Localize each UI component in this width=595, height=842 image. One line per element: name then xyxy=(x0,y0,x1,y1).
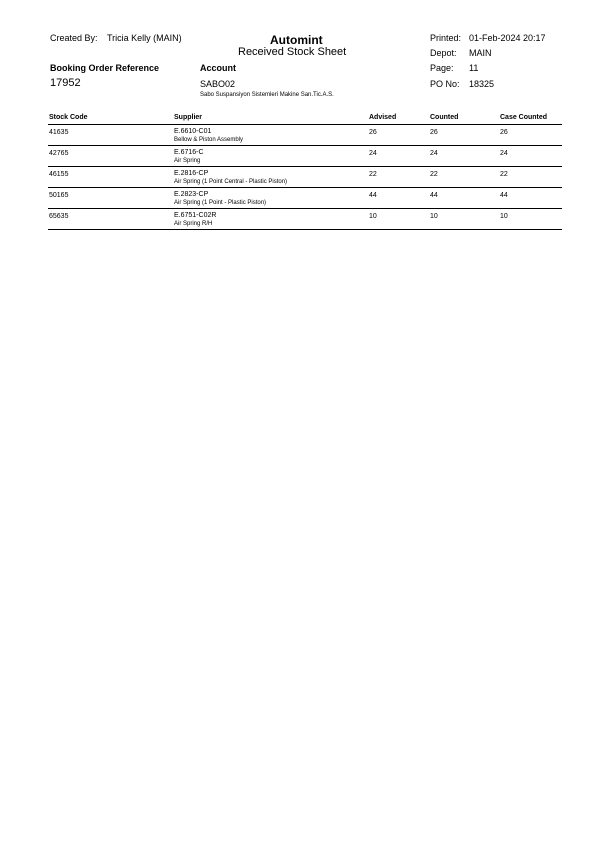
stock-code-cell: 42765 xyxy=(49,150,69,157)
created-by-value: Tricia Kelly (MAIN) xyxy=(107,33,182,43)
account-name: Sabo Suspansiyon Sistemleri Makine San.Tic.A.S. xyxy=(200,92,334,98)
stock-code-cell: 41635 xyxy=(49,129,69,136)
stock-code-cell: 46155 xyxy=(49,171,69,178)
company-name: Automint xyxy=(270,33,323,47)
column-header-stock-code: Stock Code xyxy=(49,114,88,121)
booking-reference-value: 17952 xyxy=(50,77,81,89)
advised-cell: 26 xyxy=(369,129,377,136)
po-value: 18325 xyxy=(469,79,495,89)
supplier-code-cell: E.2816-CP xyxy=(174,170,209,177)
counted-cell: 26 xyxy=(430,129,438,136)
column-header-counted: Counted xyxy=(430,114,459,121)
depot-label: Depot: xyxy=(430,48,457,58)
created-by-label: Created By: xyxy=(50,33,98,43)
depot-value: MAIN xyxy=(469,48,492,58)
advised-cell: 24 xyxy=(369,150,377,157)
stock-table-body xyxy=(48,125,562,230)
column-header-case-counted: Case Counted xyxy=(500,114,548,121)
stock-code-cell: 50165 xyxy=(49,192,69,199)
advised-cell: 44 xyxy=(369,192,377,199)
advised-cell: 10 xyxy=(369,213,377,220)
page-value: 11 xyxy=(469,63,479,73)
printed-label: Printed: xyxy=(430,33,462,43)
booking-reference-label: Booking Order Reference xyxy=(50,63,160,73)
table-header xyxy=(48,114,562,124)
stock-code-cell: 65635 xyxy=(49,213,69,220)
supplier-code-cell: E.6610-C01 xyxy=(174,128,212,135)
case-counted-cell: 44 xyxy=(500,192,508,199)
item-description-cell: Air Spring xyxy=(174,158,201,164)
case-counted-cell: 22 xyxy=(500,171,508,178)
report-title: Received Stock Sheet xyxy=(238,46,347,58)
counted-cell: 10 xyxy=(430,213,438,220)
supplier-code-cell: E.2823-CP xyxy=(174,191,209,198)
printed-value: 01-Feb-2024 20:17 xyxy=(469,33,546,43)
advised-cell: 22 xyxy=(369,171,377,178)
counted-cell: 24 xyxy=(430,150,438,157)
table-row xyxy=(48,209,562,230)
case-counted-cell: 10 xyxy=(500,213,508,220)
counted-cell: 44 xyxy=(430,192,438,199)
supplier-code-cell: E.6751-C02R xyxy=(174,212,217,219)
item-description-cell: Air Spring (1 Point - Plastic Piston) xyxy=(174,200,267,206)
po-label: PO No: xyxy=(430,79,460,89)
table-row xyxy=(48,167,562,188)
account-value: SABO02 xyxy=(200,79,236,89)
column-header-supplier: Supplier xyxy=(174,114,203,121)
supplier-code-cell: E.6716-C xyxy=(174,149,204,156)
table-row xyxy=(48,146,562,167)
item-description-cell: Bellow & Piston Assembly xyxy=(174,137,244,143)
table-row xyxy=(48,125,562,146)
item-description-cell: Air Spring (1 Point Central - Plastic Piston) xyxy=(174,179,288,185)
account-label: Account xyxy=(200,63,236,73)
column-header-advised: Advised xyxy=(369,114,397,121)
page-label: Page: xyxy=(430,63,454,73)
table-row xyxy=(48,188,562,209)
item-description-cell: Air Spring R/H xyxy=(174,221,213,227)
counted-cell: 22 xyxy=(430,171,438,178)
case-counted-cell: 26 xyxy=(500,129,508,136)
case-counted-cell: 24 xyxy=(500,150,508,157)
